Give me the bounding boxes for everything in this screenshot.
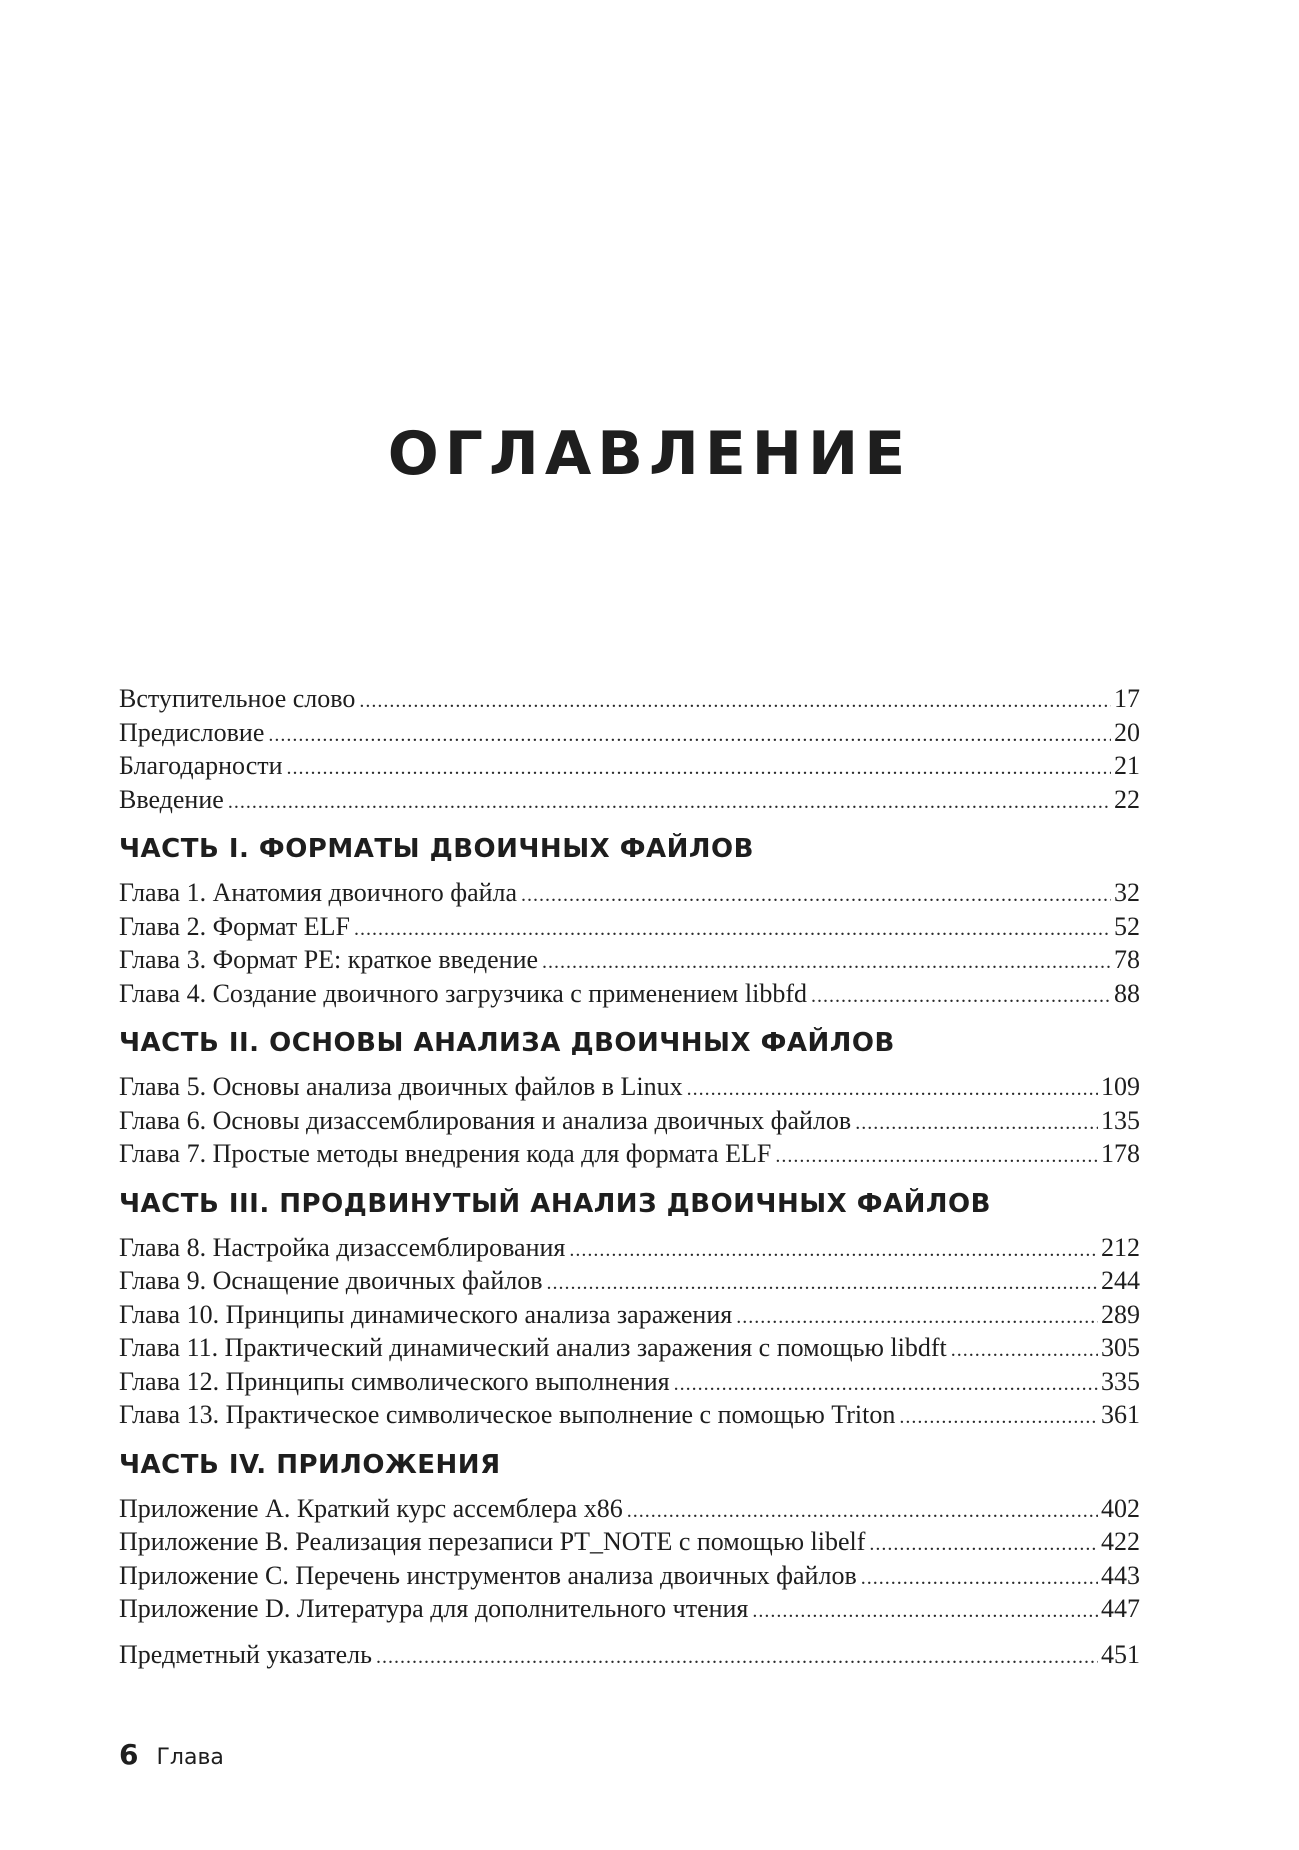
toc-entry[interactable] xyxy=(119,977,1140,1011)
toc-entry-page: 109 xyxy=(1101,1072,1140,1101)
toc-entry[interactable] xyxy=(119,876,1140,910)
dot-leader xyxy=(861,1562,1098,1596)
toc-entry-page: 289 xyxy=(1101,1299,1140,1329)
toc-entry-label: Предметный указатель xyxy=(119,1639,373,1669)
toc-entry-page: 335 xyxy=(1101,1366,1140,1396)
dot-leader xyxy=(687,1073,1098,1107)
toc-entry-page: 178 xyxy=(1101,1139,1140,1168)
toc-entry[interactable] xyxy=(119,1137,1140,1171)
part-heading: ЧАСТЬ III. ПРОДВИНУТЫЙ АНАЛИЗ ДВОИЧНЫХ ФАЙЛОВ xyxy=(119,1188,991,1219)
toc-entry[interactable] xyxy=(119,1231,1140,1265)
toc-entry-page: 451 xyxy=(1101,1639,1140,1669)
toc-entry-label: Приложение B. Реализация перезаписи PT_NOTE с помощью libelf xyxy=(119,1527,866,1556)
part-1-section xyxy=(119,832,1140,1010)
toc-entry-label: Приложение A. Краткий курс ассемблера x86 xyxy=(119,1493,623,1523)
dot-leader xyxy=(287,752,1111,786)
toc-entry-label: Предисловие xyxy=(119,717,265,747)
toc-entry[interactable] xyxy=(119,910,1140,944)
toc-entry-page: 32 xyxy=(1114,878,1140,907)
toc-entry-page: 443 xyxy=(1101,1560,1140,1590)
page-title: ОГЛАВЛЕНИЕ xyxy=(387,419,912,489)
dot-leader xyxy=(627,1495,1098,1529)
front-matter-section xyxy=(119,682,1140,816)
toc-entry[interactable] xyxy=(119,1070,1140,1104)
dot-leader xyxy=(376,1641,1098,1675)
dot-leader xyxy=(899,1401,1098,1435)
toc-entry-page: 22 xyxy=(1114,784,1140,814)
dot-leader xyxy=(775,1140,1098,1174)
dot-leader xyxy=(569,1234,1098,1268)
dot-leader xyxy=(542,946,1111,980)
toc-entry-page: 21 xyxy=(1114,751,1140,780)
toc-entry-page: 88 xyxy=(1114,978,1140,1008)
toc-entry-label: Глава 12. Принципы символического выполнения xyxy=(119,1366,670,1396)
dot-leader xyxy=(951,1334,1098,1368)
toc-entry[interactable] xyxy=(119,1559,1140,1593)
toc-entry-label: Глава 4. Создание двоичного загрузчика с применением libbfd xyxy=(119,978,807,1008)
part-heading: ЧАСТЬ I. ФОРМАТЫ ДВОИЧНЫХ ФАЙЛОВ xyxy=(119,834,754,864)
toc-entry-page: 305 xyxy=(1101,1333,1140,1362)
dot-leader xyxy=(752,1595,1098,1629)
toc-entry-page: 422 xyxy=(1101,1527,1140,1556)
toc-entry-label: Глава 13. Практическое символическое выполнение с помощью Triton xyxy=(119,1400,896,1429)
toc-entry-label: Глава 3. Формат PE: краткое введение xyxy=(119,945,539,974)
toc-entry-label: Вступительное слово xyxy=(119,684,356,713)
part-3-section xyxy=(119,1187,1140,1432)
toc-entry[interactable] xyxy=(119,943,1140,977)
toc-entry-page: 78 xyxy=(1114,945,1140,974)
dot-leader xyxy=(736,1301,1098,1335)
toc-entry-label: Глава 11. Практический динамический анализ заражения с помощью libdft xyxy=(119,1333,947,1362)
toc-entry[interactable] xyxy=(119,1398,1140,1432)
page-footer xyxy=(119,1738,224,1771)
toc-entry-label: Глава 5. Основы анализа двоичных файлов в Linux xyxy=(119,1072,683,1101)
toc-entry[interactable] xyxy=(119,716,1140,750)
table-of-contents xyxy=(119,682,1140,1671)
toc-entry-page: 402 xyxy=(1101,1493,1140,1523)
toc-entry-label: Глава 7. Простые методы внедрения кода для формата ELF xyxy=(119,1139,772,1168)
toc-entry-page: 135 xyxy=(1101,1105,1140,1135)
toc-entry[interactable] xyxy=(119,1264,1140,1298)
part-4-section xyxy=(119,1448,1140,1626)
toc-entry[interactable] xyxy=(119,682,1140,716)
toc-entry[interactable] xyxy=(119,749,1140,783)
toc-entry-label: Глава 2. Формат ELF xyxy=(119,911,350,941)
toc-entry-page: 447 xyxy=(1101,1594,1140,1623)
dot-leader xyxy=(855,1107,1098,1141)
dot-leader xyxy=(547,1267,1098,1301)
part-heading: ЧАСТЬ IV. ПРИЛОЖЕНИЯ xyxy=(119,1449,501,1480)
toc-entry[interactable] xyxy=(119,1525,1140,1559)
toc-entry-label: Глава 10. Принципы динамического анализа заражения xyxy=(119,1299,733,1329)
part-heading: ЧАСТЬ II. ОСНОВЫ АНАЛИЗА ДВОИЧНЫХ ФАЙЛОВ xyxy=(119,1028,895,1058)
dot-leader xyxy=(228,786,1111,820)
toc-entry-label: Глава 6. Основы дизассемблирования и анализа двоичных файлов xyxy=(119,1105,852,1135)
toc-entry[interactable] xyxy=(119,1492,1140,1526)
dot-leader xyxy=(359,685,1111,719)
dot-leader xyxy=(811,980,1111,1014)
toc-entry[interactable] xyxy=(119,1298,1140,1332)
toc-entry-label: Приложение C. Перечень инструментов анализа двоичных файлов xyxy=(119,1560,857,1590)
toc-entry[interactable] xyxy=(119,1365,1140,1399)
toc-entry-label: Приложение D. Литература для дополнительного чтения xyxy=(119,1594,749,1623)
dot-leader xyxy=(869,1528,1098,1562)
toc-entry[interactable] xyxy=(119,1592,1140,1626)
toc-entry-page: 20 xyxy=(1114,717,1140,747)
toc-entry[interactable] xyxy=(119,1638,1140,1672)
toc-entry-page: 212 xyxy=(1101,1232,1140,1262)
toc-entry-label: Глава 9. Оснащение двоичных файлов xyxy=(119,1266,543,1295)
toc-entry-page: 17 xyxy=(1114,684,1140,713)
dot-leader xyxy=(354,913,1111,947)
running-head: Глава xyxy=(156,1745,224,1770)
toc-entry-label: Глава 1. Анатомия двоичного файла xyxy=(119,878,518,907)
back-matter-section xyxy=(119,1638,1140,1672)
toc-entry-label: Глава 8. Настройка дизассемблирования xyxy=(119,1232,566,1262)
toc-entry-page: 244 xyxy=(1101,1266,1140,1295)
page-number: 6 xyxy=(119,1738,139,1771)
dot-leader xyxy=(521,879,1111,913)
toc-entry-page: 52 xyxy=(1114,911,1140,941)
toc-entry-label: Благодарности xyxy=(119,751,283,780)
dot-leader xyxy=(674,1368,1098,1402)
toc-entry[interactable] xyxy=(119,1104,1140,1138)
toc-entry-label: Введение xyxy=(119,784,224,814)
toc-entry[interactable] xyxy=(119,1331,1140,1365)
toc-entry-page: 361 xyxy=(1101,1400,1140,1429)
dot-leader xyxy=(268,719,1111,753)
part-2-section xyxy=(119,1026,1140,1171)
toc-entry[interactable] xyxy=(119,783,1140,817)
